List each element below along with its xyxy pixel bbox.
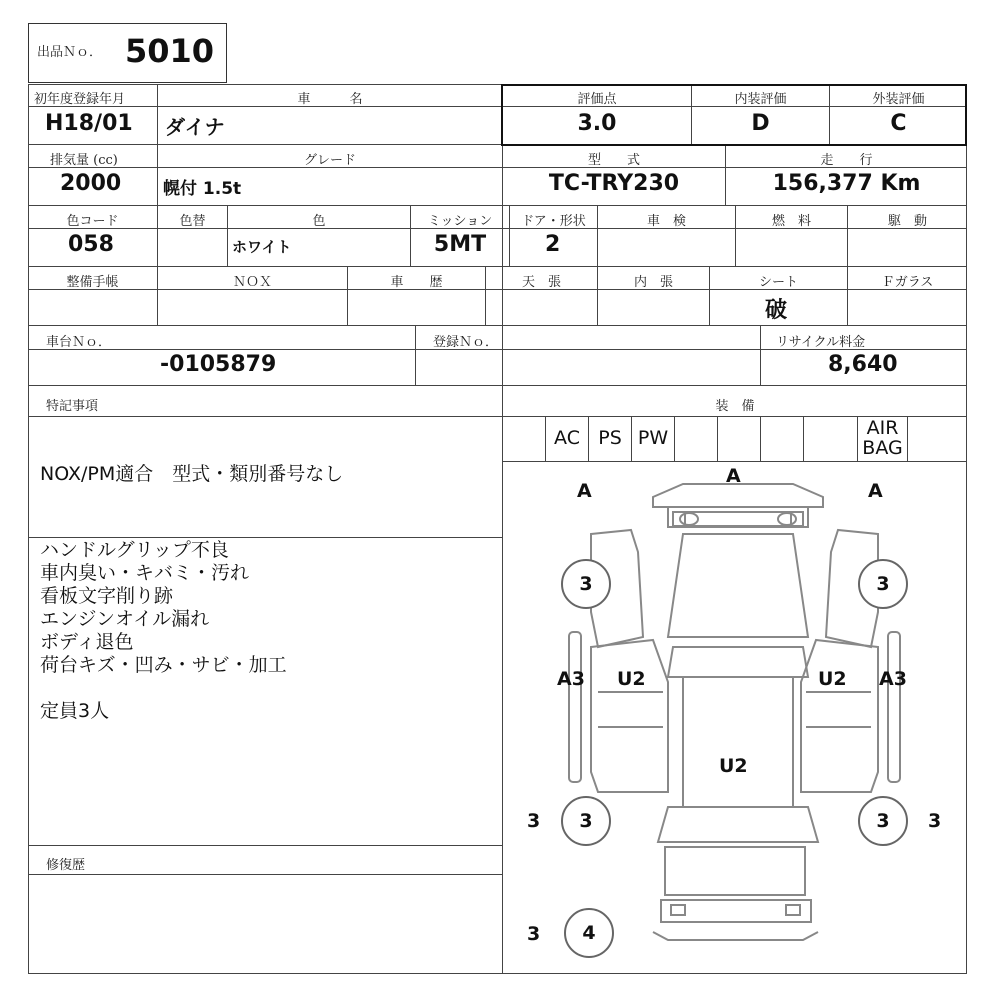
mark-left-u2: U2	[617, 668, 646, 690]
nox-label: ＮＯＸ	[232, 275, 272, 290]
mark-left-a3: A3	[557, 668, 585, 690]
mark-front-right: A	[868, 480, 883, 502]
mission-label: ミッション	[427, 214, 493, 229]
roof-label: 天 張	[521, 275, 561, 290]
lot-number: 5010	[125, 32, 215, 70]
recycle-fee-value: 8,640	[828, 352, 898, 377]
equip-ps: PS	[598, 427, 622, 449]
equip-pw: PW	[637, 427, 669, 449]
displacement-label: 排気量 (cc)	[50, 153, 118, 168]
color-change-label: 色替	[179, 214, 206, 229]
recycle-fee-label: リサイクル料金	[776, 335, 866, 350]
repair-label: 修復歴	[46, 858, 86, 873]
mark-center-u2: U2	[719, 755, 748, 777]
model-label: 型 式	[587, 153, 640, 168]
notes-line1: NOX/PM適合 型式・類別番号なし	[40, 463, 344, 485]
equip-airbag-line2: BAG	[862, 437, 903, 459]
equip-ac: AC	[554, 427, 580, 449]
model-value: TC-TRY230	[548, 171, 680, 196]
color-label: 色	[312, 214, 326, 229]
fuel-label: 燃 料	[771, 214, 811, 229]
seat-label: シート	[758, 275, 798, 290]
doors-label: ドア・形状	[521, 214, 586, 229]
drive-label: 駆 動	[887, 214, 927, 229]
mark-spare-outer: 3	[527, 923, 541, 945]
mileage-label: 走 行	[820, 153, 873, 168]
equipment-label: 装 備	[715, 399, 755, 414]
inspection-label: 車 検	[646, 214, 686, 229]
first-reg-value: H18/01	[45, 111, 133, 136]
lot-number-box	[28, 23, 227, 83]
note-item-1: ハンドルグリップ不良	[40, 539, 229, 561]
grade-label: グレード	[303, 153, 356, 168]
note-item-3: 看板文字削り跡	[40, 585, 174, 607]
score-value: 3.0	[577, 111, 617, 136]
color-code-label: 色コード	[66, 214, 119, 229]
tire-front-right: 3	[858, 559, 908, 609]
seat-value: 破	[765, 298, 788, 323]
note-item-5: ボディ退色	[40, 631, 134, 653]
tire-rear-left: 3	[561, 796, 611, 846]
mark-rear-right-outer: 3	[928, 810, 942, 832]
mark-right-a3: A3	[879, 668, 907, 690]
lot-label: 出品Ｎｏ．	[37, 45, 103, 60]
notes-label: 特記事項	[46, 399, 99, 414]
tire-front-left: 3	[561, 559, 611, 609]
mark-rear-left-outer: 3	[527, 810, 541, 832]
car-name-label: 車 名	[297, 92, 363, 107]
chassis-no-value: -0105879	[160, 352, 277, 377]
f-glass-label: Ｆガラス	[881, 275, 934, 290]
note-item-4: エンジンオイル漏れ	[40, 608, 210, 630]
tire-rear-right: 3	[858, 796, 908, 846]
first-reg-label: 初年度登録年月	[34, 92, 126, 107]
doors-value: 2	[545, 232, 561, 257]
interior-label: 内装評価	[734, 92, 787, 107]
note-capacity: 定員3人	[40, 700, 110, 722]
truck-diagram	[503, 462, 966, 973]
equip-airbag-line1: AIR	[866, 417, 899, 439]
grade-value: 幌付 1.5t	[163, 179, 242, 199]
displacement-value: 2000	[60, 171, 122, 196]
history-label: 車 歴	[390, 275, 443, 290]
reg-no-label: 登録Ｎｏ．	[433, 335, 499, 350]
color-code-value: 058	[68, 232, 114, 257]
mark-right-u2: U2	[818, 668, 847, 690]
chassis-no-label: 車台Ｎｏ．	[46, 335, 112, 350]
exterior-label: 外装評価	[872, 92, 925, 107]
maintenance-label: 整備手帳	[66, 275, 119, 290]
mileage-value: 156,377 Km	[772, 171, 921, 196]
note-item-6: 荷台キズ・凹み・サビ・加工	[40, 654, 287, 676]
mark-front-left: A	[577, 480, 592, 502]
interior-trim-label: 内 張	[633, 275, 673, 290]
mission-value: 5MT	[433, 232, 487, 257]
mark-front-center: A	[726, 465, 741, 487]
color-value: ホワイト	[232, 238, 292, 256]
tire-spare: 4	[564, 908, 614, 958]
exterior-value: C	[890, 111, 907, 136]
note-item-2: 車内臭い・キバミ・汚れ	[40, 562, 250, 584]
car-name-value: ダイナ	[165, 115, 225, 139]
score-label: 評価点	[577, 92, 617, 107]
interior-value: D	[751, 111, 770, 136]
